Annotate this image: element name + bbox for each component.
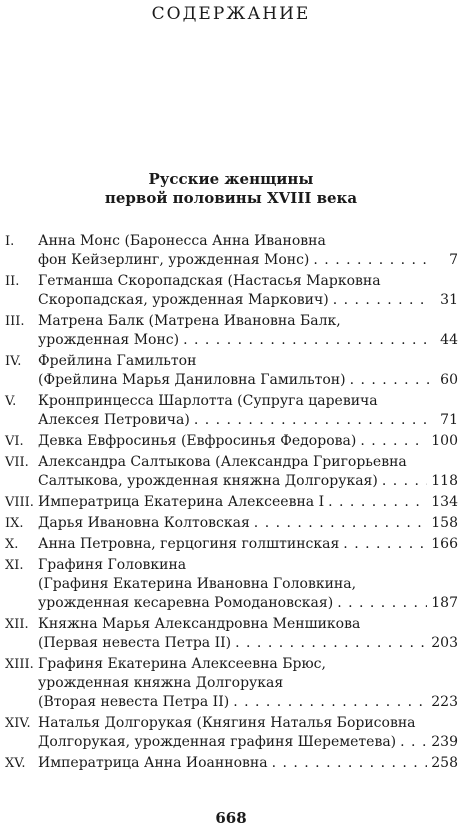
dot-leader [337, 594, 427, 613]
dot-leader [350, 371, 432, 390]
dot-leader [400, 733, 427, 752]
toc-entry-number: VI. [5, 434, 24, 449]
toc-entry-number: VII. [5, 455, 29, 470]
dot-leader [235, 634, 427, 653]
section-title-line: Русские женщины [148, 170, 314, 188]
toc-entry-page: 118 [431, 473, 458, 489]
toc-entry[interactable] [0, 714, 462, 752]
toc-entry[interactable] [0, 432, 462, 451]
toc-entry-title-line: Дарья Ивановна Колтовская [38, 515, 250, 531]
toc-entry-number: II. [5, 274, 20, 289]
toc-entry-title-line: Анна Монс (Баронесса Анна Ивановна [38, 233, 326, 249]
toc-entry-number: V. [5, 394, 17, 409]
dot-leader [233, 693, 427, 712]
dot-leader [343, 535, 427, 554]
toc-entry-page: 134 [431, 494, 458, 510]
toc-entry-page: 203 [431, 635, 458, 651]
toc-entry-page: 44 [440, 332, 458, 348]
toc-entry-number: X. [5, 537, 19, 552]
toc-entry-number: XI. [5, 558, 24, 573]
toc-entry-title-line: (Первая невеста Петра II) [38, 635, 232, 651]
toc-entry-page: 258 [431, 755, 458, 771]
toc-entry-number: IV. [5, 354, 22, 369]
toc-entry-number: XIV. [5, 716, 31, 731]
toc-entry-page: 31 [440, 292, 458, 308]
toc-entry-title-line: Салтыкова, урожденная княжна Долгорукая) [38, 473, 378, 489]
toc-entry-number: XII. [5, 617, 29, 632]
toc-entry-title-line: Императрица Екатерина Алексеевна I [38, 494, 325, 510]
toc-entry[interactable] [0, 232, 462, 270]
toc-entry[interactable] [0, 754, 462, 773]
dot-leader [194, 411, 432, 430]
toc-entry-title-line: (Вторая невеста Петра II) [38, 694, 230, 710]
toc-entry-title-line: Долгорукая, урожденная графиня Шереметева) [38, 734, 397, 750]
toc-entry-title-line: урожденная кесаревна Ромодановская) [38, 595, 334, 611]
toc-entry-title-line: Императрица Анна Иоанновна [38, 755, 268, 771]
toc-entry-page: 239 [431, 734, 458, 750]
toc-entry-page: 7 [449, 252, 458, 268]
toc-entry[interactable] [0, 556, 462, 613]
running-head: СОДЕРЖАНИЕ [151, 4, 311, 24]
section-title-line: первой половины XVIII века [104, 189, 358, 207]
table-of-contents [0, 232, 462, 775]
toc-entry-title-line: Скоропадская, урожденная Маркович) [38, 292, 329, 308]
toc-entry-title-line: урожденная княжна Долгорукая [38, 675, 284, 691]
toc-entry[interactable] [0, 312, 462, 350]
section-title [0, 170, 462, 208]
toc-entry-number: I. [5, 234, 15, 249]
page-number: 668 [215, 809, 247, 827]
toc-entry-title-line: Александра Салтыкова (Александра Григорьевна [38, 454, 407, 470]
toc-entry-page: 166 [431, 536, 458, 552]
toc-entry-page: 187 [431, 595, 458, 611]
dot-leader [360, 432, 427, 451]
toc-entry-number: XV. [5, 756, 26, 771]
toc-entry-title-line: Наталья Долгорукая (Княгиня Наталья Борисовна [38, 715, 416, 731]
toc-entry-title-line: (Фрейлина Марья Даниловна Гамильтон) [38, 372, 346, 388]
toc-entry-page: 223 [431, 694, 458, 710]
dot-leader [254, 514, 427, 533]
toc-entry[interactable] [0, 272, 462, 310]
dot-leader [272, 754, 428, 773]
toc-entry-title-line: Фрейлина Гамильтон [38, 353, 197, 369]
toc-entry-page: 71 [440, 412, 458, 428]
toc-entry[interactable] [0, 655, 462, 712]
toc-entry[interactable] [0, 392, 462, 430]
dot-leader [313, 251, 432, 270]
toc-entry[interactable] [0, 453, 462, 491]
toc-entry-title-line: Матрена Балк (Матрена Ивановна Балк, [38, 313, 341, 329]
toc-entry-number: III. [5, 314, 25, 329]
toc-entry[interactable] [0, 352, 462, 390]
toc-entry-title-line: Графиня Екатерина Алексеевна Брюс, [38, 656, 326, 672]
toc-entry-title-line: Алексея Петровича) [38, 412, 190, 428]
toc-entry-title-line: урожденная Монс) [38, 332, 180, 348]
toc-entry-page: 60 [440, 372, 458, 388]
toc-entry[interactable] [0, 615, 462, 653]
toc-entry[interactable] [0, 493, 462, 512]
toc-entry-title-line: Кронпринцесса Шарлотта (Супруга царевича [38, 393, 378, 409]
toc-entry-title-line: (Графиня Екатерина Ивановна Головкина, [38, 576, 357, 592]
toc-entry-page: 100 [431, 433, 458, 449]
toc-entry-number: IX. [5, 516, 24, 531]
toc-entry-title-line: Гетманша Скоропадская (Настасья Марковна [38, 273, 381, 289]
toc-entry-number: XIII. [5, 657, 34, 672]
dot-leader [333, 291, 432, 310]
toc-entry-title-line: Княжна Марья Александровна Меншикова [38, 616, 361, 632]
toc-entry-title-line: Графиня Головкина [38, 557, 187, 573]
dot-leader [183, 331, 432, 350]
toc-entry-title-line: Девка Евфросинья (Евфросинья Федорова) [38, 433, 357, 449]
dot-leader [328, 493, 427, 512]
toc-entry-number: VIII. [5, 495, 34, 510]
toc-entry-title-line: фон Кейзерлинг, урожденная Монс) [38, 252, 310, 268]
toc-entry-page: 158 [431, 515, 458, 531]
dot-leader [382, 472, 427, 491]
toc-entry[interactable] [0, 514, 462, 533]
toc-entry[interactable] [0, 535, 462, 554]
toc-entry-title-line: Анна Петровна, герцогиня голштинская [38, 536, 340, 552]
